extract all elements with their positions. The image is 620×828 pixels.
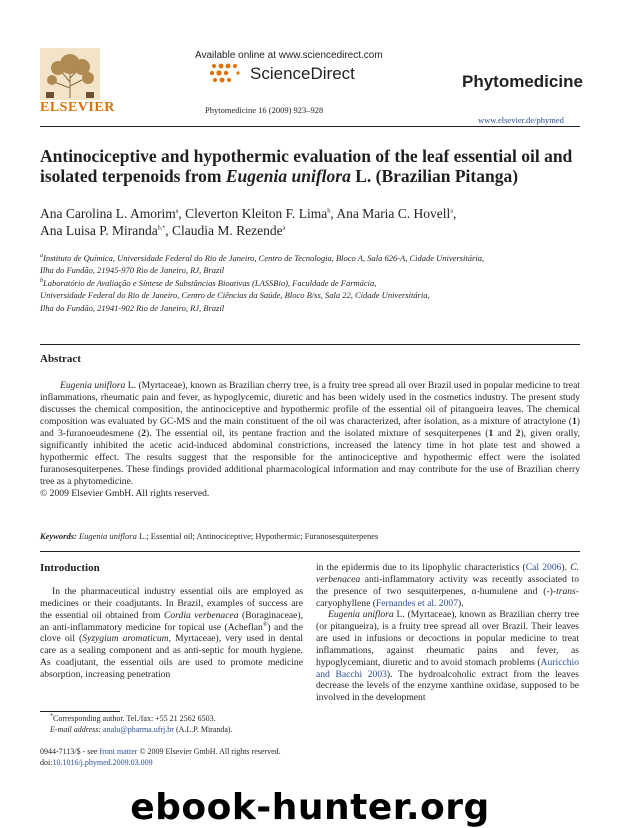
author-name[interactable]: Cleverton Kleiton F. Lima	[185, 206, 328, 221]
keywords-line	[40, 531, 585, 541]
abstract-heading: Abstract	[40, 353, 81, 365]
author-separator: ,	[178, 206, 186, 221]
intro-paragraph	[40, 586, 303, 681]
sciencedirect-dots-icon	[208, 62, 248, 84]
citation-link[interactable]: Auricchio and Bacchi 2003	[316, 656, 579, 680]
corresponding-author: Corresponding author. Tel./fax: +55 21 2562 6503.	[53, 714, 216, 723]
affiliations	[40, 252, 585, 314]
article-title	[40, 146, 585, 186]
watermark: ebook-hunter.org	[130, 787, 490, 828]
title-species: Eugenia uniflora	[225, 166, 351, 186]
journal-name: Phytomedicine	[462, 72, 583, 91]
keywords-label: Keywords:	[40, 531, 77, 541]
body-text: ) and the clove oil (	[40, 621, 303, 645]
keywords-list: L.; Essential oil; Antinociceptive; Hypothermic; Furanosesquiterpenes	[136, 531, 379, 541]
body-text: In the pharmaceutical industry essential oils are employed as medicines or their coadjutants. In Brazil, examples of success are the essential oil obtained from	[40, 586, 303, 621]
body-text: L. (Myrtaceae), known as Brazilian cherry tree (or pitangueira), is a fruity tree spread all over Brazil. Their leaves are used in infusions or decoctions in popular medicine to treat inflammations, against rheumatic pains and fever, as hypoglycemiant, diuretic and to avoid stomach problems (	[316, 609, 579, 668]
title-text-part1: Antinociceptive and hypothermic evaluation of the leaf essential oil and isolated terpenoids from	[40, 146, 573, 186]
affil-line: Laboratório de Avaliação e Síntese de Substâncias Bioativas (LASSBio), Faculdade de Farmácia,	[43, 277, 377, 288]
journal-url-link[interactable]: www.elsevier.de/phymed	[478, 115, 564, 125]
affil-mark: a	[40, 253, 43, 260]
journal-citation: Phytomedicine 16 (2009) 923–928	[205, 105, 324, 115]
introduction-heading: Introduction	[40, 562, 100, 574]
title-text-part2: L. (Brazilian Pitanga)	[350, 166, 519, 186]
body-text: anti-inflammatory activity was recently associated to the presence of two sesquiterpenes, α-humulene and (-)-	[316, 573, 579, 597]
author-affil-mark: a	[450, 208, 453, 215]
header-rule	[40, 126, 580, 127]
body-text: ).	[458, 597, 464, 609]
species-name: Eugenia uniflora	[328, 609, 394, 621]
abstract-text: ), given orally, significantly inhibited the acetic acid-induced abdominal constrictions, increased the latency time in hot plate test and showed a hypothermic effect. The results suggest that the responsible for the antinociceptive and hypothermic effect were the isolated furanosesquiterpenes. These findings provided additional pharmacological information and may contribute for the use of Brazilian cherry tree as a phytomedicine.	[40, 427, 581, 487]
body-text-italic: trans	[556, 585, 576, 597]
doi-line	[40, 758, 153, 769]
affil-line: Instituto de Química, Universidade Federal do Rio de Janeiro, Centro de Tecnologia, Bloco A, Sala 626-A, Cidade Universitária,	[43, 253, 485, 263]
registered-mark: ®	[262, 621, 268, 628]
author-affil-mark: b,*	[157, 225, 166, 232]
issn-text: © 2009 Elsevier GmbH. All rights reserved.	[137, 747, 281, 756]
email-link[interactable]: analu@pharma.ufrj.br	[103, 724, 174, 734]
author-name[interactable]: Claudia M. Rezende	[171, 223, 283, 238]
affil-line: Ilha do Fundão, 21945-970 Rio de Janeiro, RJ, Brazil	[40, 265, 225, 276]
body-text: -caryophyllene (	[316, 585, 579, 609]
body-text: ). The hydroalcoholic extract from the leaves decrease the levels of the enzyme xanthine oxidase, supposed to be involved in the development	[316, 668, 579, 704]
author-affil-mark: a	[175, 208, 179, 215]
abstract-text: ) and 3-furanoeudesmene (	[40, 415, 580, 439]
abstract-text: and	[493, 427, 516, 439]
author-list	[40, 205, 585, 239]
affil-line: Universidade Federal do Rio de Janeiro, Centro de Ciências da Saúde, Bloco B/ss, Sala 22, Cidade Universitária,	[40, 290, 430, 301]
author-separator: ,	[165, 223, 172, 238]
issn-line	[40, 747, 281, 758]
left-column	[40, 586, 303, 681]
author-separator: ,	[330, 206, 337, 221]
species-name: Cordia verbenacea	[163, 609, 239, 621]
abstract-text: L. (Myrtaceae), known as Brazilian cherry tree, is a fruity tree spread all over Brazil used in popular medicine to treat inflammations, rheumatic pain and fever, as hypoglycemic, diuretic and has been widely used in the cosmetics industry. The present study discusses the chemical composition, the antinociceptive and hypothermic profile of the essential oil of pitangueira leaves. The chemical composition was evaluated by GC-MS and the main constituent of the oil was characterized, after isolation, as a mixture of atractylone (	[40, 380, 580, 427]
email-suffix: (A.L.P. Miranda).	[173, 724, 233, 734]
abstract-body	[40, 380, 580, 500]
abstract-copyright: © 2009 Elsevier GmbH. All rights reserved.	[40, 487, 210, 499]
doi-label: doi:	[40, 758, 53, 767]
abstract-species: Eugenia uniflora	[60, 380, 126, 391]
doi-link[interactable]: 10.1016/j.phymed.2009.03.009	[52, 758, 153, 767]
abstract-text: ). The essential oil, its pentane fraction and the isolated mixture of sesquiterpenes (	[146, 427, 489, 439]
compound-number: 1	[488, 427, 494, 439]
compound-number: 2	[515, 427, 521, 439]
author-affil-mark: b	[327, 208, 331, 215]
citation-link[interactable]: Fernandes et al. 2007	[375, 597, 458, 609]
keywords-bottom-rule	[40, 551, 580, 552]
author-name[interactable]: Ana Luisa P. Miranda	[40, 223, 158, 238]
author-separator: ,	[452, 206, 457, 221]
author-name[interactable]: Ana Maria C. Hovell	[336, 206, 451, 221]
front-matter-link[interactable]: front matter	[99, 747, 138, 756]
body-text: in the epidermis due to its lipophylic characteristics (	[316, 562, 526, 573]
author-name[interactable]: Ana Carolina L. Amorim	[40, 206, 176, 221]
affil-mark: b	[40, 277, 43, 284]
body-paragraph	[316, 562, 579, 609]
species-name: Syzygium aromaticum	[82, 633, 169, 645]
body-paragraph	[316, 609, 579, 704]
sciencedirect-wordmark: ScienceDirect	[250, 64, 355, 83]
author-affil-mark: a	[282, 225, 286, 232]
footnote	[50, 714, 233, 735]
compound-number: 2	[141, 427, 147, 439]
compound-number: 1	[572, 415, 577, 427]
citation-link[interactable]: Cal 2006	[525, 562, 562, 573]
publisher-wordmark: ELSEVIER	[40, 100, 115, 115]
footnote-rule	[40, 711, 120, 712]
body-text: , Myrtaceae), very used in dental care as a sealing component and as anti-septic for mouth hygiene. As coadjutant, the essential oils are used to promote medicine absorption, increasing penetration	[40, 633, 303, 680]
footnote-marker: *	[50, 713, 53, 720]
abstract-top-rule	[40, 344, 580, 345]
species-name: C. verbenacea	[316, 562, 579, 585]
email-label: E-mail address:	[50, 724, 102, 734]
right-column	[316, 562, 579, 704]
affil-line: Ilha do Fundão, 21941-902 Rio de Janeiro, RJ, Brazil	[40, 302, 225, 313]
keywords-species: Eugenia uniflora	[78, 531, 137, 541]
available-online-text: Available online at www.sciencedirect.com	[195, 50, 383, 61]
body-text: ).	[561, 562, 571, 573]
issn-text: 0944-7113/$ - see	[40, 747, 100, 756]
body-text: (Boraginaceae), an anti-inflammatory medicine for topical use (Acheflan	[40, 609, 303, 633]
elsevier-tree-logo	[40, 48, 100, 100]
